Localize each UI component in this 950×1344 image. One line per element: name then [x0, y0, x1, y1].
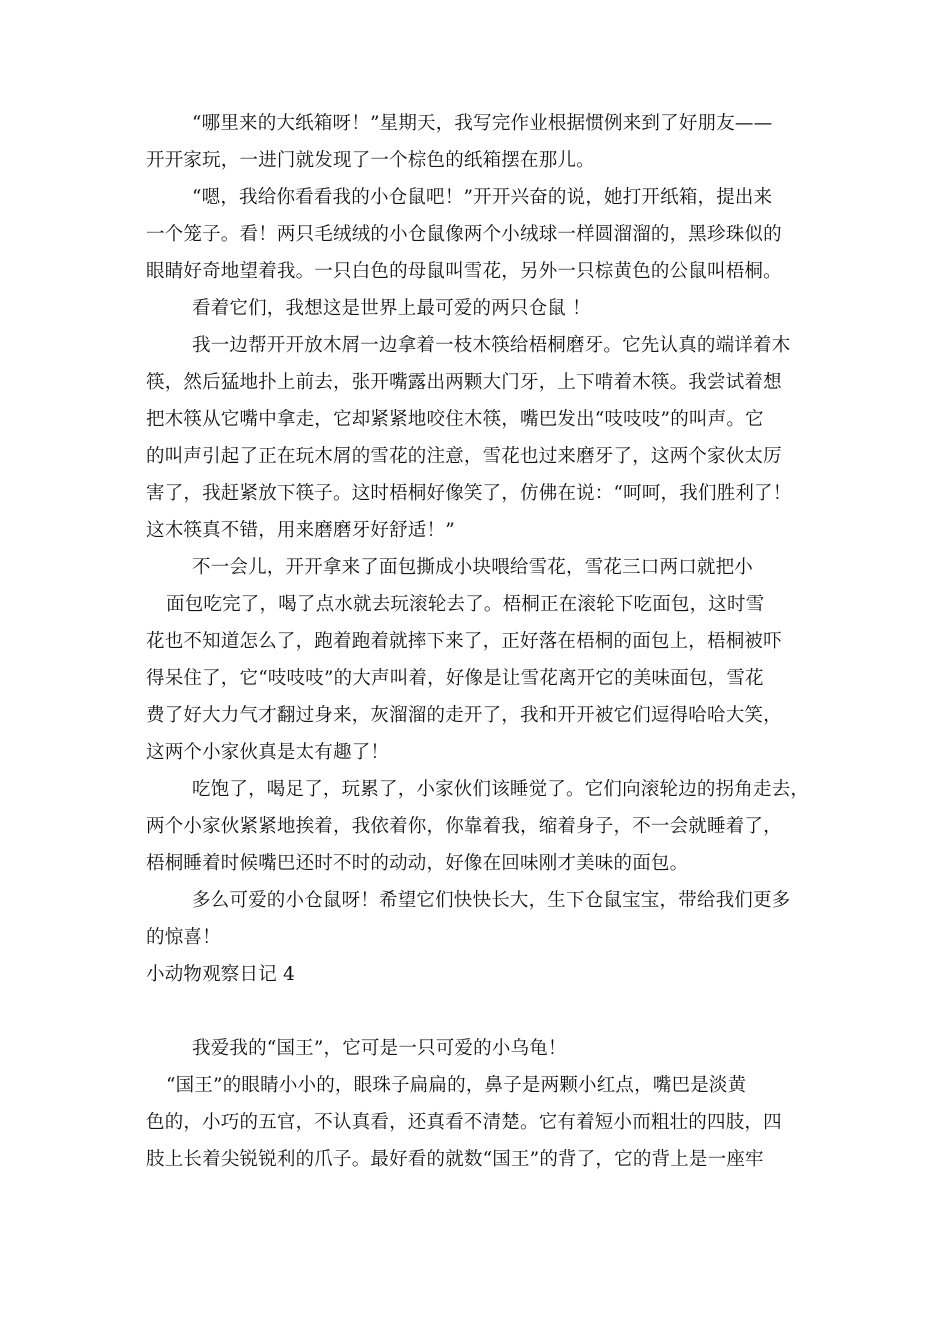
paragraph-line: 费了好大力气才翻过身来，灰溜溜的走开了，我和开开被它们逗得哈哈大笑，: [146, 705, 782, 726]
paragraph-line: 开开家玩，一进门就发现了一个棕色的纸箱摆在那儿。: [146, 150, 595, 171]
paragraph-line: “国王”的眼睛小小的，眼珠子扁扁的，鼻子是两颗小红点，嘴巴是淡黄: [166, 1075, 747, 1096]
paragraph-line: 梧桐睡着时候嘴巴还时不时的动动，好像在回味刚才美味的面包。: [146, 853, 689, 874]
paragraph-line: 多么可爱的小仓鼠呀！希望它们快快长大，生下仓鼠宝宝，带给我们更多: [192, 890, 791, 911]
paragraph-line: 一个笼子。看！两只毛绒绒的小仓鼠像两个小绒球一样圆溜溜的，黑珍珠似的: [146, 224, 782, 245]
paragraph-line: 花也不知道怎么了，跑着跑着就摔下来了，正好落在梧桐的面包上，梧桐被吓: [146, 631, 782, 652]
paragraph-line: 我爱我的“国王”，它可是一只可爱的小乌龟！: [192, 1038, 567, 1059]
paragraph-line: 色的，小巧的五官，不认真看，还真看不清楚。它有着短小而粗壮的四肢，四: [146, 1112, 782, 1133]
paragraph-line: 我一边帮开开放木屑一边拿着一枝木筷给梧桐磨牙。它先认真的端详着木: [192, 335, 791, 356]
paragraph-line: 这两个小家伙真是太有趣了！: [146, 742, 390, 763]
paragraph-line: 这木筷真不错，用来磨磨牙好舒适！”: [146, 520, 455, 541]
paragraph-line: 看着它们，我想这是世界上最可爱的两只仓鼠 ！: [192, 298, 591, 319]
paragraph-line: 的惊喜！: [146, 927, 221, 948]
paragraph-line: 把木筷从它嘴中拿走，它却紧紧地咬住木筷，嘴巴发出“吱吱吱”的叫声。它: [146, 409, 764, 430]
paragraph-line: 不一会儿，开开拿来了面包撕成小块喂给雪花，雪花三口两口就把小: [192, 557, 754, 578]
paragraph-line: “嗯，我给你看看我的小仓鼠吧！”开开兴奋的说，她打开纸箱，提出来: [192, 187, 773, 208]
paragraph-line: 肢上长着尖锐锐利的爪子。最好看的就数“国王”的背了，它的背上是一座牢: [146, 1149, 764, 1170]
paragraph-line: 害了，我赶紧放下筷子。这时梧桐好像笑了，仿佛在说：“呵呵，我们胜利了！: [146, 483, 792, 504]
paragraph-line: 眼睛好奇地望着我。一只白色的母鼠叫雪花，另外一只棕黄色的公鼠叫梧桐。: [146, 261, 782, 282]
paragraph-line: 吃饱了，喝足了，玩累了，小家伙们该睡觉了。它们向滚轮边的拐角走去，: [192, 779, 810, 800]
paragraph-line: 两个小家伙紧紧地挨着，我依着你，你靠着我，缩着身子，不一会就睡着了，: [146, 816, 782, 837]
section-heading: 小动物观察日记 4: [146, 964, 295, 985]
paragraph-line: 筷，然后猛地扑上前去，张开嘴露出两颗大门牙，上下啃着木筷。我尝试着想: [146, 372, 782, 393]
paragraph-line: 得呆住了，它“吱吱吱”的大声叫着，好像是让雪花离开它的美味面包，雪花: [146, 668, 764, 689]
paragraph-line: 的叫声引起了正在玩木屑的雪花的注意，雪花也过来磨牙了，这两个家伙太厉: [146, 446, 782, 467]
paragraph-line: “哪里来的大纸箱呀！”星期天，我写完作业根据惯例来到了好朋友——: [192, 113, 773, 134]
paragraph-line: 面包吃完了，喝了点水就去玩滚轮去了。梧桐正在滚轮下吃面包，这时雪: [166, 594, 765, 615]
